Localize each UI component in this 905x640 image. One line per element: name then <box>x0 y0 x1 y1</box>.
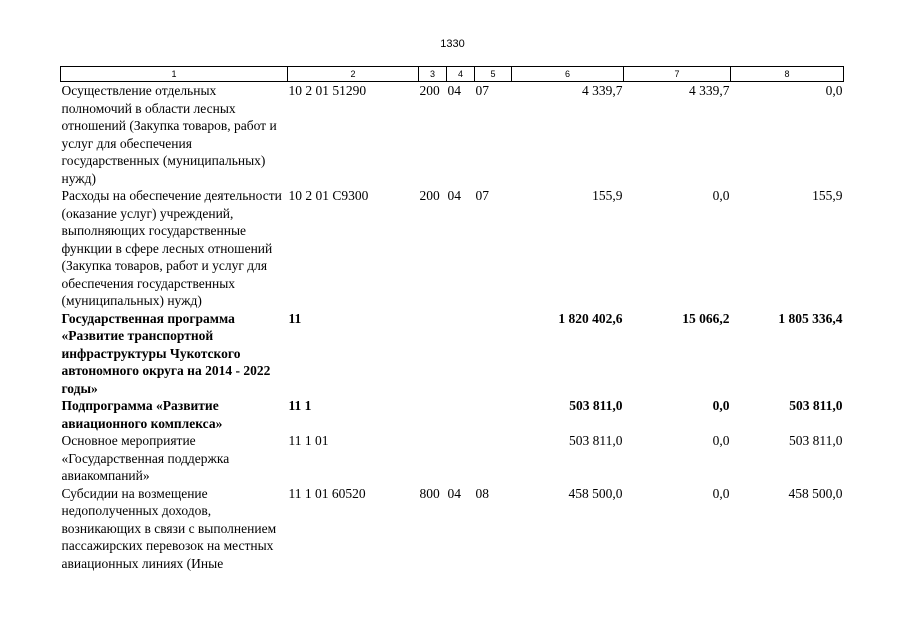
table-row <box>61 310 844 398</box>
expense-type-code: 200 <box>419 83 440 98</box>
target-article-code: 11 1 01 <box>288 433 329 448</box>
column-number-header: 1 <box>61 67 288 82</box>
item-name: Подпрограмма «Развитие авиационного комплекса» <box>61 398 223 431</box>
section-code <box>447 397 475 432</box>
section-code <box>447 310 475 398</box>
subsection-code: 08 <box>475 485 489 501</box>
subsection-code: 07 <box>475 188 489 203</box>
total-amount: 503 811,0 <box>569 433 623 448</box>
budget-table <box>60 66 844 572</box>
expense-type-code: 200 <box>419 188 440 203</box>
total-amount: 458 500,0 <box>568 485 623 501</box>
item-name: Основное мероприятие «Государственная поддержка авиакомпаний» <box>61 433 230 483</box>
target-article-code: 10 2 01 С9300 <box>288 188 369 203</box>
section-code: 04 <box>447 83 461 98</box>
table-row <box>61 82 844 188</box>
subsection-code <box>475 310 512 398</box>
expense-type-code <box>419 310 447 398</box>
amount-col8: 1 805 336,4 <box>778 310 843 326</box>
subsection-code <box>475 397 512 432</box>
expense-type-code: 800 <box>419 485 440 501</box>
amount-col8: 458 500,0 <box>788 485 843 501</box>
column-number-header: 8 <box>731 67 844 82</box>
total-amount: 1 820 402,6 <box>558 310 623 326</box>
section-code <box>447 432 475 485</box>
table-row <box>61 485 844 573</box>
target-article-code: 11 1 <box>288 398 312 413</box>
column-number-header: 5 <box>475 67 512 82</box>
column-number-header: 6 <box>512 67 624 82</box>
table-row <box>61 432 844 485</box>
amount-col7: 0,0 <box>712 433 730 448</box>
target-article-code: 11 1 01 60520 <box>288 485 366 501</box>
expense-type-code <box>419 397 447 432</box>
column-number-header: 2 <box>288 67 419 82</box>
amount-col8: 503 811,0 <box>789 398 843 413</box>
target-article-code: 11 <box>288 310 302 326</box>
total-amount: 155,9 <box>592 188 623 203</box>
amount-col8: 155,9 <box>812 188 843 203</box>
amount-col7: 0,0 <box>712 188 730 203</box>
table-row <box>61 187 844 310</box>
amount-col8: 503 811,0 <box>789 433 843 448</box>
amount-col7: 0,0 <box>712 398 730 413</box>
table-row <box>61 397 844 432</box>
amount-col7: 15 066,2 <box>682 310 730 326</box>
item-name: Осуществление отдельных полномочий в области лесных отношений (Закупка товаров, работ и услуг для обеспечения государственных (муниципальных) нужд) <box>61 83 277 186</box>
page-number: 1330 <box>440 38 465 50</box>
subsection-code <box>475 432 512 485</box>
section-code: 04 <box>447 188 461 203</box>
expense-type-code <box>419 432 447 485</box>
item-name: Государственная программа «Развитие транспортной инфраструктуры Чукотского автономного округа на 2014 - 2022 годы» <box>61 310 271 396</box>
target-article-code: 10 2 01 51290 <box>288 83 367 98</box>
item-name: Субсидии на возмещение недополученных доходов, возникающих в связи с выполнением пассажирских перевозок на местных авиационных линиях (Иные <box>61 485 277 571</box>
amount-col7: 0,0 <box>712 485 730 501</box>
amount-col8: 0,0 <box>825 83 843 98</box>
column-number-header: 3 <box>419 67 447 82</box>
total-amount: 503 811,0 <box>569 398 623 413</box>
item-name: Расходы на обеспечение деятельности (оказание услуг) учреждений, выполняющих государственные функции в сфере лесных отношений (Закупка товаров, работ и услуг для обеспечения государственных (муниципальных) нужд) <box>61 188 282 308</box>
total-amount: 4 339,7 <box>582 83 623 98</box>
column-number-row <box>61 67 844 82</box>
amount-col7: 4 339,7 <box>689 83 730 98</box>
column-number-header: 4 <box>447 67 475 82</box>
subsection-code: 07 <box>475 83 489 98</box>
section-code: 04 <box>447 485 461 501</box>
column-number-header: 7 <box>624 67 731 82</box>
